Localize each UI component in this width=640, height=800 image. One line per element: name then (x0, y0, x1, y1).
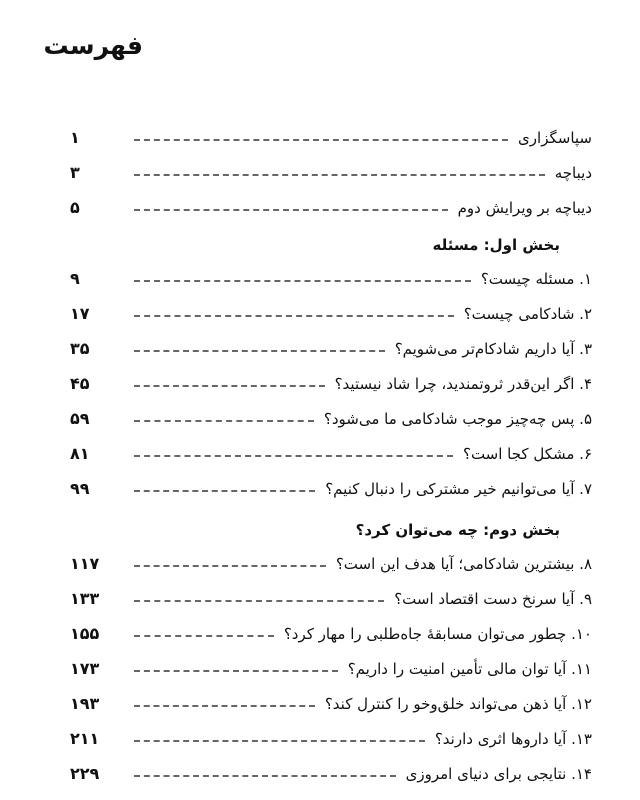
dot-leader (134, 490, 315, 492)
entry-page-number: ۹ (70, 269, 80, 288)
entry-page-number: ۸۱ (70, 444, 90, 463)
entry-title: ۳. آیا داریم شادکام‌تر می‌شویم؟ (394, 339, 592, 358)
part-heading: بخش دوم: چه می‌توان کرد؟ (355, 521, 560, 539)
entry-title: ۲. شادکامی چیست؟ (463, 304, 592, 323)
part-heading: بخش اول: مسئله (432, 236, 560, 254)
dot-leader (134, 740, 425, 742)
entry-page-number: ۹۹ (70, 479, 90, 498)
entry-title: ۱۳. آیا داروها اثری دارند؟ (434, 729, 592, 748)
dot-leader (134, 775, 396, 777)
toc-entry[interactable] (70, 436, 592, 471)
entry-page-number: ۱۳۳ (70, 589, 100, 608)
toc-entry[interactable] (70, 651, 592, 686)
toc-entry[interactable] (70, 155, 592, 190)
dot-leader (134, 600, 384, 602)
dot-leader (134, 670, 338, 672)
entry-page-number: ۴۵ (70, 374, 90, 393)
toc-entry[interactable] (70, 261, 592, 296)
toc-entry[interactable] (70, 366, 592, 401)
entry-page-number: ۱۹۳ (70, 694, 100, 713)
entry-title: ۱۱. آیا توان مالی تأمین امنیت را داریم؟ (347, 659, 592, 678)
entry-page-number: ۳ (70, 163, 80, 182)
toc-entry[interactable] (70, 296, 592, 331)
toc-entry[interactable] (70, 616, 592, 651)
dot-leader (134, 455, 453, 457)
page-title: فهرست (43, 31, 143, 60)
entry-page-number: ۱۷۳ (70, 659, 100, 678)
toc-entry[interactable] (70, 120, 592, 155)
entry-title: ۱۰. چطور می‌توان مسابقهٔ جاه‌طلبی را مهار کرد؟ (283, 624, 592, 643)
dot-leader (134, 139, 508, 141)
dot-leader (134, 209, 448, 211)
toc-entry[interactable] (70, 721, 592, 756)
entry-title: ۷. آیا می‌توانیم خیر مشترکی را دنبال کنیم؟ (325, 479, 592, 498)
toc-entry[interactable] (70, 190, 592, 225)
entry-page-number: ۵۹ (70, 409, 90, 428)
entry-page-number: ۱۷ (70, 304, 90, 323)
entry-title: ۱۲. آیا ذهن می‌تواند خلق‌وخو را کنترل کند؟ (324, 694, 592, 713)
entry-title: ۹. آیا سرنخ دست اقتصاد است؟ (394, 589, 592, 608)
entry-title: ۶. مشکل کجا است؟ (462, 444, 592, 463)
entry-title: ۱۴. نتایجی برای دنیای امروزی (405, 764, 592, 783)
entry-title: ۸. بیشترین شادکامی؛ آیا هدف این است؟ (335, 554, 592, 573)
entry-title: ۵. پس چه‌چیز موجب شادکامی ما می‌شود؟ (323, 409, 592, 428)
dot-leader (134, 565, 326, 567)
entry-page-number: ۲۲۹ (70, 764, 100, 783)
dot-leader (134, 174, 545, 176)
toc-entry[interactable] (70, 581, 592, 616)
table-of-contents (70, 120, 592, 791)
dot-leader (134, 420, 314, 422)
entry-page-number: ۲۱۱ (70, 729, 100, 748)
entry-title: دیباچه (554, 163, 592, 182)
entry-title: ۴. اگر این‌قدر ثروتمندید، چرا شاد نیستید؟ (334, 374, 592, 393)
toc-entry[interactable] (70, 331, 592, 366)
entry-page-number: ۱ (70, 128, 80, 147)
dot-leader (134, 350, 385, 352)
dot-leader (134, 635, 274, 637)
dot-leader (134, 315, 454, 317)
entry-page-number: ۳۵ (70, 339, 90, 358)
entry-page-number: ۱۵۵ (70, 624, 100, 643)
toc-entry[interactable] (70, 471, 592, 506)
dot-leader (134, 705, 315, 707)
dot-leader (134, 385, 325, 387)
toc-entry[interactable] (70, 686, 592, 721)
entry-page-number: ۱۱۷ (70, 554, 100, 573)
entry-title: دیباچه بر ویرایش دوم (457, 198, 592, 217)
entry-page-number: ۵ (70, 198, 80, 217)
dot-leader (134, 280, 471, 282)
toc-entry[interactable] (70, 401, 592, 436)
toc-entry[interactable] (70, 546, 592, 581)
entry-title: ۱. مسئله چیست؟ (480, 269, 592, 288)
toc-entry[interactable] (70, 756, 592, 791)
entry-title: سپاسگزاری (518, 128, 592, 147)
